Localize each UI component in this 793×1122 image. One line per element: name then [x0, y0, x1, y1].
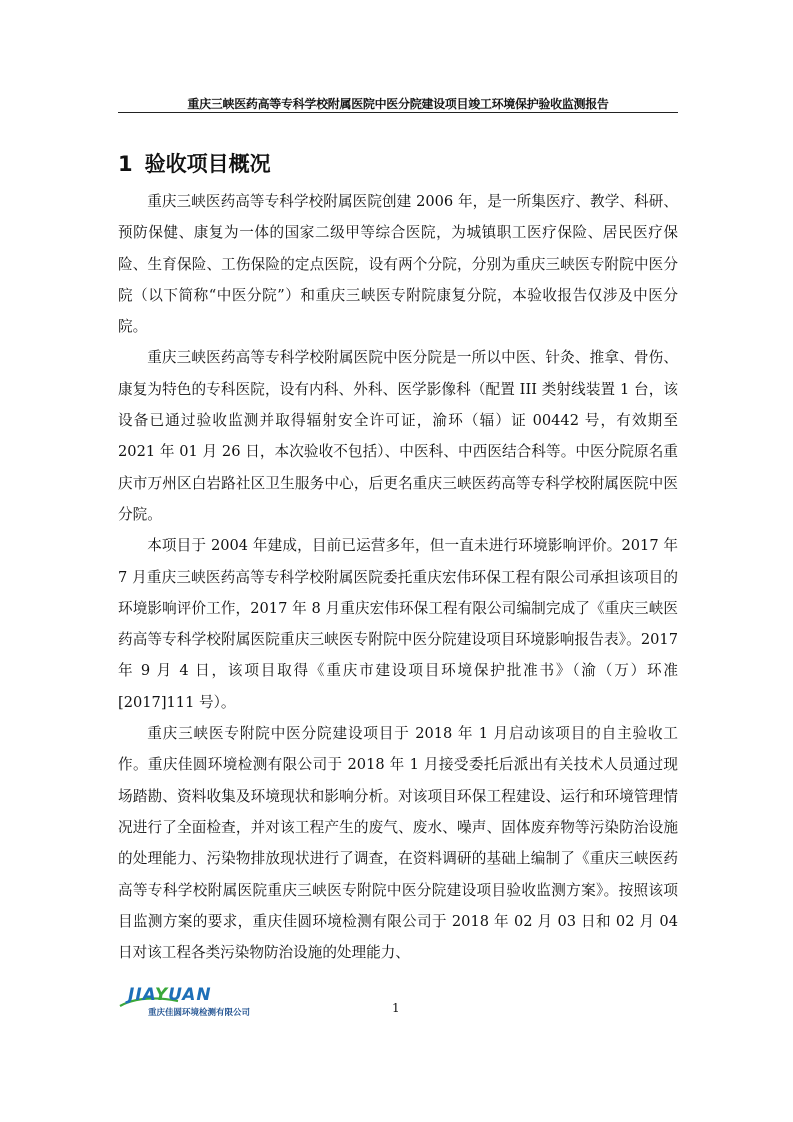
header-divider — [118, 112, 678, 113]
running-header-title: 重庆三峡医药高等专科学校附属医院中医分院建设项目竣工环境保护验收监测报告 — [187, 97, 609, 111]
company-logo — [118, 985, 288, 1021]
section-heading — [118, 148, 271, 178]
body-text — [118, 186, 678, 968]
paragraph: 本项目于 2004 年建成，目前已运营多年，但一直未进行环境影响评价。2017 年 7 月重庆三峡医药高等专科学校附属医院委托重庆宏伟环保工程有限公司承担该项目的环境影响评价工作，2017 年 8 月重庆宏伟环保工程有限公司编制完成了《重庆三峡医药高等专科学校附属医院重庆三峡医专附院中医分院建设项目环境影响报告表》。2017 年 9 月 4 日，该项目取得《重庆市建设项目环境保护批准书》（渝（万）环准[2017]111 号）。 — [118, 537, 678, 711]
paragraph: 重庆三峡医药高等专科学校附属医院中医分院是一所以中医、针灸、推拿、骨伤、康复为特色的专科医院，设有内科、外科、医学影像科（配置 III 类射线装置 1 台，该设备已通过验收监测并取得辐射安全许可证，渝环（辐）证 00442 号，有效期至 2021 年 01 月 26 日，本次验收不包括）、中医科、中西医结合科等。中医分院原名重庆市万州区白岩路社区卫生服务中心，后更名重庆三峡医药高等专科学校附属医院中医分院。 — [118, 349, 678, 523]
paragraph: 重庆三峡医药高等专科学校附属医院创建 2006 年，是一所集医疗、教学、科研、预防保健、康复为一体的国家二级甲等综合医院，为城镇职工医疗保险、居民医疗保险、生育保险、工伤保险的定点医院，设有两个分院，分别为重庆三峡医专附院中医分院（以下简称“中医分院”）和重庆三峡医专附院康复分院，本验收报告仅涉及中医分院。 — [118, 193, 678, 336]
section-title: 验收项目概况 — [144, 152, 271, 176]
paragraph: 重庆三峡医专附院中医分院建设项目于 2018 年 1 月启动该项目的自主验收工作。重庆佳圆环境检测有限公司于 2018 年 1 月接受委托后派出有关技术人员通过现场踏勘、资料收集及环境现状和影响分析。对该项目环保工程建设、运行和环境管理情况进行了全面检查，并对该工程产生的废气、废水、噪声、固体废弃物等污染防治设施的处理能力、污染物排放现状进行了调查，在资料调研的基础上编制了《重庆三峡医药高等专科学校附属医院重庆三峡医专附院中医分院建设项目验收监测方案》。按照该项目监测方案的要求，重庆佳圆环境检测有限公司于 2018 年 02 月 03 日和 02 月 04 日对该工程各类污染物防治设施的处理能力、 — [118, 725, 678, 962]
logo-company-name: 重庆佳圆环境检测有限公司 — [148, 1008, 251, 1018]
section-number: 1 — [118, 152, 133, 176]
logo-wordmark: JIAYUAN — [128, 985, 212, 1005]
page-number: 1 — [392, 1001, 400, 1015]
